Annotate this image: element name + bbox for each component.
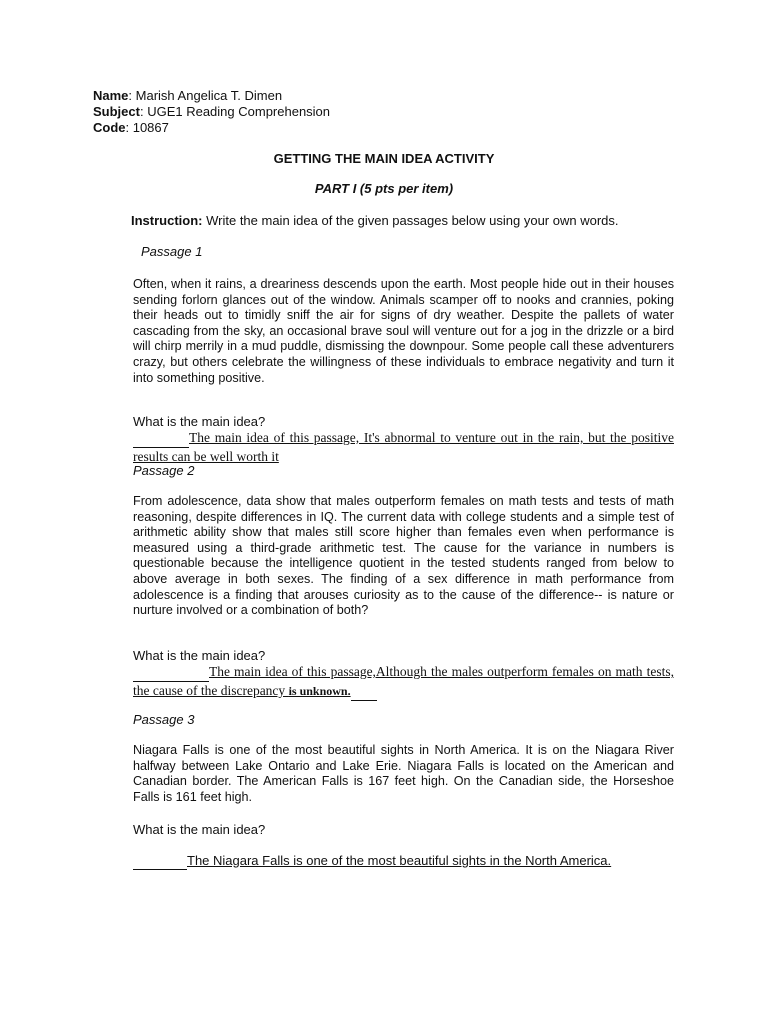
instruction-text: Write the main idea of the given passages below using your own words.	[202, 213, 619, 228]
answer-blank	[133, 663, 209, 682]
name-line	[93, 88, 282, 104]
passage-1-text: Often, when it rains, a dreariness descends upon the earth. Most people hide out in their houses sending forlorn glances out of the window. Animals scamper off to nooks and crannies, poking their heads out to timidly sniff the air for signs of dry weather. Despite the pallets of water cascading from the sky, an occasional brave soul will venture out for a jog in the drizzle or a bird will chirp merrily in a mud puddle, dismissing the downpour. Some people call these adventurers crazy, but others celebrate the willingness of these individuals to embrace negativity and turn it into something positive.	[133, 277, 674, 385]
passage-3-text: Niagara Falls is one of the most beautiful sights in North America. It is on the Niagara River halfway between Lake Ontario and Lake Erie. Niagara Falls is located on the American and Canadian border. The American Falls is 167 feet high. On the Canadian side, the Horseshoe Falls is 161 feet high.	[133, 743, 674, 804]
code-label: Code	[93, 120, 126, 135]
passage-3-answer-text: The Niagara Falls is one of the most beautiful sights in the North America.	[187, 853, 612, 868]
passage-1-question: What is the main idea?	[133, 414, 266, 429]
subject-value: : UGE1 Reading Comprehension	[139, 104, 331, 119]
passage-2-label: Passage 2	[133, 463, 195, 478]
instruction-line	[131, 213, 651, 229]
passage-1-answer	[133, 429, 674, 466]
name-value: : Marish Angelica T. Dimen	[128, 88, 283, 103]
subject-line	[93, 104, 330, 120]
answer-blank	[133, 853, 187, 870]
part-heading: PART I (5 pts per item)	[314, 181, 454, 196]
instruction-label: Instruction:	[131, 213, 203, 228]
subject-label: Subject	[93, 104, 140, 119]
passage-2-text: From adolescence, data show that males outperform females on math tests and tests of math reasoning, despite differences in IQ. The current data with college students and a simple test of arithmetic ability show that males still score higher than females even when performance is measured using a third-grade arithmetic test. The cause for the variance in numbers is questionable because the intelligence quotient in the tested students ranged from below to above average in both sexes. The finding of a sex difference in math performance from adolescence is a finding that arouses curiosity as to the cause of the difference-- is nature or nurture involved or a combination of both?	[133, 494, 674, 618]
passage-3-label: Passage 3	[133, 712, 195, 727]
code-line	[93, 120, 169, 136]
code-value: : 10867	[125, 120, 169, 135]
passage-1-label: Passage 1	[141, 244, 203, 259]
answer-blank	[133, 429, 189, 448]
passage-2-question: What is the main idea?	[133, 648, 266, 663]
passage-2-answer-text: The main idea of this passage,Although the males outperform females on math tests, the cause of the discrepancy	[133, 664, 674, 698]
passage-3-question: What is the main idea?	[133, 822, 266, 837]
name-label: Name	[93, 88, 129, 103]
passage-2-answer	[133, 663, 674, 701]
passage-2-answer-bold: is unknown.	[288, 684, 351, 698]
passage-3-answer	[133, 853, 674, 870]
answer-trailing-blank	[351, 682, 377, 701]
passage-1-answer-text: The main idea of this passage, It's abnormal to venture out in the rain, but the positive results can be well worth it	[133, 430, 674, 464]
page-title: GETTING THE MAIN IDEA ACTIVITY	[273, 151, 495, 166]
